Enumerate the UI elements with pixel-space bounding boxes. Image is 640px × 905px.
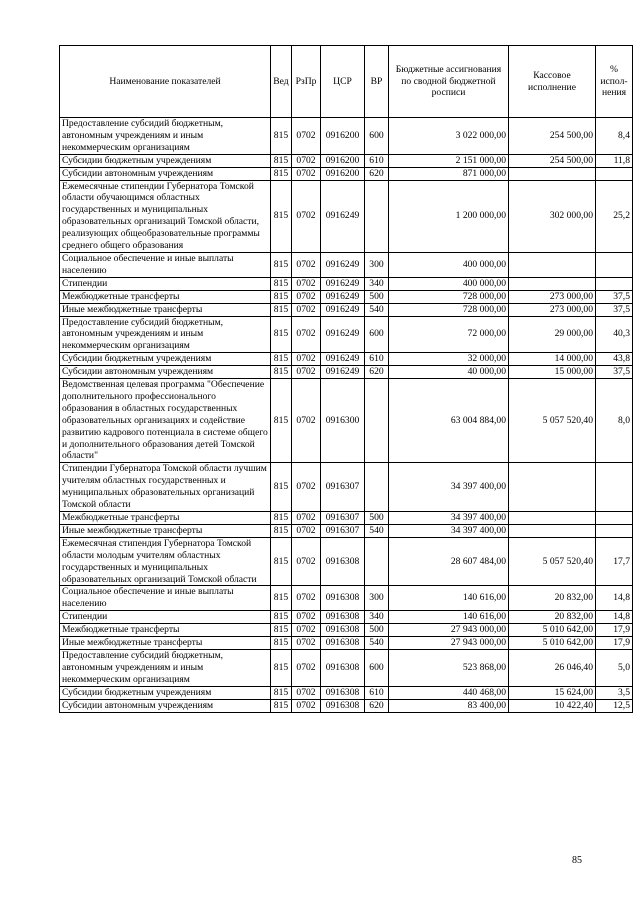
cell-budget: 728 000,00 — [389, 290, 509, 303]
cell-vr: 340 — [365, 611, 389, 624]
cell-pct: 11,8 — [596, 154, 633, 167]
cell-ved: 815 — [271, 379, 292, 463]
cell-cash — [509, 463, 596, 512]
cell-ved: 815 — [271, 512, 292, 525]
cell-csr: 0916249 — [321, 277, 365, 290]
cell-cash: 273 000,00 — [509, 290, 596, 303]
page-number: 85 — [572, 855, 582, 866]
cell-csr: 0916308 — [321, 611, 365, 624]
cell-pct: 37,5 — [596, 303, 633, 316]
cell-cash: 254 500,00 — [509, 154, 596, 167]
cell-ved: 815 — [271, 252, 292, 277]
cell-name: Субсидии автономным учреждениям — [60, 366, 271, 379]
cell-cash: 5 010 642,00 — [509, 624, 596, 637]
cell-cash: 273 000,00 — [509, 303, 596, 316]
cell-pct: 5,0 — [596, 649, 633, 686]
cell-name: Ведомственная целевая программа "Обеспечение дополнительного профессионального образования в областных государственных образовательных организациях и содействие развитию кадрового потенциала в системе общего и дополнительного образования детей Томской области" — [60, 379, 271, 463]
cell-name: Стипендии — [60, 611, 271, 624]
cell-rzpr: 0702 — [292, 463, 321, 512]
header-vr: ВР — [365, 46, 389, 118]
cell-vr: 540 — [365, 524, 389, 537]
cell-vr: 500 — [365, 512, 389, 525]
cell-budget: 1 200 000,00 — [389, 180, 509, 252]
cell-csr: 0916249 — [321, 316, 365, 353]
cell-cash — [509, 512, 596, 525]
table-row — [60, 366, 633, 379]
cell-ved: 815 — [271, 649, 292, 686]
cell-ved: 815 — [271, 611, 292, 624]
cell-pct — [596, 277, 633, 290]
cell-budget: 3 022 000,00 — [389, 118, 509, 155]
header-cash: Кассовое исполнение — [509, 46, 596, 118]
cell-name: Межбюджетные трансферты — [60, 290, 271, 303]
cell-rzpr: 0702 — [292, 252, 321, 277]
cell-budget: 523 868,00 — [389, 649, 509, 686]
cell-cash: 20 832,00 — [509, 586, 596, 611]
cell-rzpr: 0702 — [292, 586, 321, 611]
cell-csr: 0916307 — [321, 463, 365, 512]
cell-ved: 815 — [271, 699, 292, 712]
cell-rzpr: 0702 — [292, 180, 321, 252]
cell-rzpr: 0702 — [292, 316, 321, 353]
cell-budget: 871 000,00 — [389, 167, 509, 180]
cell-ved: 815 — [271, 316, 292, 353]
cell-pct: 25,2 — [596, 180, 633, 252]
cell-vr: 620 — [365, 366, 389, 379]
cell-rzpr: 0702 — [292, 353, 321, 366]
cell-csr: 0916308 — [321, 686, 365, 699]
cell-name: Стипендии Губернатора Томской области лучшим учителям областных государственных и муниципальных образовательных организаций Томской области — [60, 463, 271, 512]
cell-name: Иные межбюджетные трансферты — [60, 303, 271, 316]
cell-cash — [509, 167, 596, 180]
cell-cash — [509, 277, 596, 290]
cell-ved: 815 — [271, 624, 292, 637]
cell-rzpr: 0702 — [292, 537, 321, 586]
table-body — [60, 118, 633, 713]
cell-name: Предоставление субсидий бюджетным, автономным учреждениям и иным некоммерческим организациям — [60, 118, 271, 155]
cell-budget: 32 000,00 — [389, 353, 509, 366]
cell-rzpr: 0702 — [292, 637, 321, 650]
cell-csr: 0916308 — [321, 637, 365, 650]
cell-cash: 5 057 520,40 — [509, 537, 596, 586]
cell-csr: 0916308 — [321, 649, 365, 686]
cell-ved: 815 — [271, 167, 292, 180]
cell-vr: 600 — [365, 118, 389, 155]
cell-pct: 12,5 — [596, 699, 633, 712]
cell-vr: 600 — [365, 649, 389, 686]
cell-cash: 20 832,00 — [509, 611, 596, 624]
cell-pct — [596, 512, 633, 525]
cell-budget: 140 616,00 — [389, 611, 509, 624]
table-row — [60, 180, 633, 252]
cell-pct: 14,8 — [596, 586, 633, 611]
cell-cash: 29 000,00 — [509, 316, 596, 353]
cell-pct: 43,8 — [596, 353, 633, 366]
cell-rzpr: 0702 — [292, 624, 321, 637]
cell-name: Ежемесячные стипендии Губернатора Томской области обучающимся областных государственных и муниципальных образовательных организаций Томской области, реализующих общеобразовательные программы среднего общего образования — [60, 180, 271, 252]
cell-csr: 0916249 — [321, 252, 365, 277]
cell-vr: 610 — [365, 154, 389, 167]
cell-vr: 300 — [365, 586, 389, 611]
table-row — [60, 154, 633, 167]
cell-rzpr: 0702 — [292, 686, 321, 699]
cell-name: Стипендии — [60, 277, 271, 290]
cell-budget: 27 943 000,00 — [389, 637, 509, 650]
cell-pct: 17,9 — [596, 624, 633, 637]
cell-vr: 610 — [365, 686, 389, 699]
cell-budget: 40 000,00 — [389, 366, 509, 379]
cell-budget: 27 943 000,00 — [389, 624, 509, 637]
cell-name: Иные межбюджетные трансферты — [60, 524, 271, 537]
cell-budget: 72 000,00 — [389, 316, 509, 353]
cell-vr — [365, 379, 389, 463]
cell-name: Субсидии автономным учреждениям — [60, 167, 271, 180]
cell-name: Субсидии бюджетным учреждениям — [60, 353, 271, 366]
cell-rzpr: 0702 — [292, 118, 321, 155]
table-row — [60, 118, 633, 155]
header-rzpr: РзПр — [292, 46, 321, 118]
table-row — [60, 379, 633, 463]
cell-cash — [509, 252, 596, 277]
header-name: Наименование показателей — [60, 46, 271, 118]
cell-pct: 17,9 — [596, 637, 633, 650]
cell-cash: 14 000,00 — [509, 353, 596, 366]
cell-rzpr: 0702 — [292, 524, 321, 537]
cell-name: Субсидии бюджетным учреждениям — [60, 154, 271, 167]
cell-vr: 620 — [365, 699, 389, 712]
cell-budget: 400 000,00 — [389, 277, 509, 290]
cell-name: Ежемесячная стипендия Губернатора Томской области молодым учителям областных государственных и муниципальных образовательных организаций Томской области — [60, 537, 271, 586]
cell-pct: 14,8 — [596, 611, 633, 624]
cell-csr: 0916200 — [321, 154, 365, 167]
budget-table — [59, 45, 633, 713]
cell-rzpr: 0702 — [292, 699, 321, 712]
cell-cash: 10 422,40 — [509, 699, 596, 712]
cell-budget: 400 000,00 — [389, 252, 509, 277]
table-row — [60, 252, 633, 277]
cell-vr — [365, 180, 389, 252]
cell-vr — [365, 537, 389, 586]
cell-ved: 815 — [271, 366, 292, 379]
table-row — [60, 167, 633, 180]
table-header-row — [60, 46, 633, 118]
table-row — [60, 611, 633, 624]
cell-name: Межбюджетные трансферты — [60, 512, 271, 525]
cell-vr: 300 — [365, 252, 389, 277]
cell-ved: 815 — [271, 277, 292, 290]
budget-execution-sheet — [59, 45, 630, 713]
table-row — [60, 316, 633, 353]
cell-rzpr: 0702 — [292, 611, 321, 624]
cell-budget: 28 607 484,00 — [389, 537, 509, 586]
cell-ved: 815 — [271, 586, 292, 611]
cell-pct — [596, 524, 633, 537]
cell-name: Межбюджетные трансферты — [60, 624, 271, 637]
cell-csr: 0916307 — [321, 512, 365, 525]
cell-budget: 34 397 400,00 — [389, 512, 509, 525]
table-row — [60, 277, 633, 290]
cell-budget: 440 468,00 — [389, 686, 509, 699]
cell-budget: 83 400,00 — [389, 699, 509, 712]
cell-ved: 815 — [271, 353, 292, 366]
cell-rzpr: 0702 — [292, 290, 321, 303]
cell-cash: 5 010 642,00 — [509, 637, 596, 650]
cell-budget: 728 000,00 — [389, 303, 509, 316]
cell-name: Социальное обеспечение и иные выплаты населению — [60, 586, 271, 611]
cell-vr: 540 — [365, 637, 389, 650]
cell-vr — [365, 463, 389, 512]
cell-csr: 0916308 — [321, 699, 365, 712]
table-row — [60, 524, 633, 537]
cell-csr: 0916249 — [321, 180, 365, 252]
cell-budget: 2 151 000,00 — [389, 154, 509, 167]
table-row — [60, 649, 633, 686]
cell-rzpr: 0702 — [292, 154, 321, 167]
cell-vr: 600 — [365, 316, 389, 353]
cell-rzpr: 0702 — [292, 649, 321, 686]
cell-ved: 815 — [271, 637, 292, 650]
cell-ved: 815 — [271, 118, 292, 155]
table-row — [60, 303, 633, 316]
cell-vr: 500 — [365, 624, 389, 637]
cell-budget: 34 397 400,00 — [389, 463, 509, 512]
cell-csr: 0916249 — [321, 290, 365, 303]
cell-csr: 0916200 — [321, 118, 365, 155]
table-row — [60, 586, 633, 611]
cell-rzpr: 0702 — [292, 303, 321, 316]
cell-vr: 500 — [365, 290, 389, 303]
cell-budget: 34 397 400,00 — [389, 524, 509, 537]
cell-budget: 63 004 884,00 — [389, 379, 509, 463]
cell-csr: 0916300 — [321, 379, 365, 463]
cell-csr: 0916307 — [321, 524, 365, 537]
cell-csr: 0916249 — [321, 366, 365, 379]
cell-csr: 0916308 — [321, 586, 365, 611]
cell-pct — [596, 252, 633, 277]
cell-pct: 8,4 — [596, 118, 633, 155]
header-budget: Бюджетные ассигнования по сводной бюджетной росписи — [389, 46, 509, 118]
cell-csr: 0916308 — [321, 624, 365, 637]
cell-pct — [596, 167, 633, 180]
cell-pct: 40,3 — [596, 316, 633, 353]
table-row — [60, 699, 633, 712]
cell-cash — [509, 524, 596, 537]
table-row — [60, 624, 633, 637]
cell-name: Предоставление субсидий бюджетным, автономным учреждениям и иным некоммерческим организациям — [60, 649, 271, 686]
cell-csr: 0916249 — [321, 353, 365, 366]
header-csr: ЦСР — [321, 46, 365, 118]
cell-cash: 15 000,00 — [509, 366, 596, 379]
header-ved: Вед — [271, 46, 292, 118]
cell-ved: 815 — [271, 524, 292, 537]
table-row — [60, 290, 633, 303]
cell-rzpr: 0702 — [292, 167, 321, 180]
cell-ved: 815 — [271, 463, 292, 512]
cell-name: Субсидии автономным учреждениям — [60, 699, 271, 712]
cell-ved: 815 — [271, 537, 292, 586]
table-row — [60, 353, 633, 366]
cell-rzpr: 0702 — [292, 366, 321, 379]
cell-pct: 37,5 — [596, 290, 633, 303]
cell-csr: 0916249 — [321, 303, 365, 316]
cell-pct: 37,5 — [596, 366, 633, 379]
table-row — [60, 637, 633, 650]
cell-vr: 620 — [365, 167, 389, 180]
cell-cash: 15 624,00 — [509, 686, 596, 699]
cell-pct: 3,5 — [596, 686, 633, 699]
cell-rzpr: 0702 — [292, 379, 321, 463]
cell-pct: 17,7 — [596, 537, 633, 586]
cell-ved: 815 — [271, 154, 292, 167]
cell-ved: 815 — [271, 180, 292, 252]
table-row — [60, 686, 633, 699]
cell-cash: 26 046,40 — [509, 649, 596, 686]
cell-ved: 815 — [271, 303, 292, 316]
cell-pct — [596, 463, 633, 512]
cell-cash: 254 500,00 — [509, 118, 596, 155]
cell-vr: 610 — [365, 353, 389, 366]
header-pct: % испол-нения — [596, 46, 633, 118]
cell-budget: 140 616,00 — [389, 586, 509, 611]
cell-name: Социальное обеспечение и иные выплаты населению — [60, 252, 271, 277]
cell-name: Иные межбюджетные трансферты — [60, 637, 271, 650]
cell-ved: 815 — [271, 686, 292, 699]
cell-cash: 5 057 520,40 — [509, 379, 596, 463]
cell-name: Предоставление субсидий бюджетным, автономным учреждениям и иным некоммерческим организациям — [60, 316, 271, 353]
cell-vr: 540 — [365, 303, 389, 316]
cell-pct: 8,0 — [596, 379, 633, 463]
cell-ved: 815 — [271, 290, 292, 303]
cell-csr: 0916308 — [321, 537, 365, 586]
table-row — [60, 463, 633, 512]
cell-rzpr: 0702 — [292, 512, 321, 525]
cell-csr: 0916200 — [321, 167, 365, 180]
cell-cash: 302 000,00 — [509, 180, 596, 252]
cell-vr: 340 — [365, 277, 389, 290]
cell-rzpr: 0702 — [292, 277, 321, 290]
table-row — [60, 512, 633, 525]
table-row — [60, 537, 633, 586]
cell-name: Субсидии бюджетным учреждениям — [60, 686, 271, 699]
